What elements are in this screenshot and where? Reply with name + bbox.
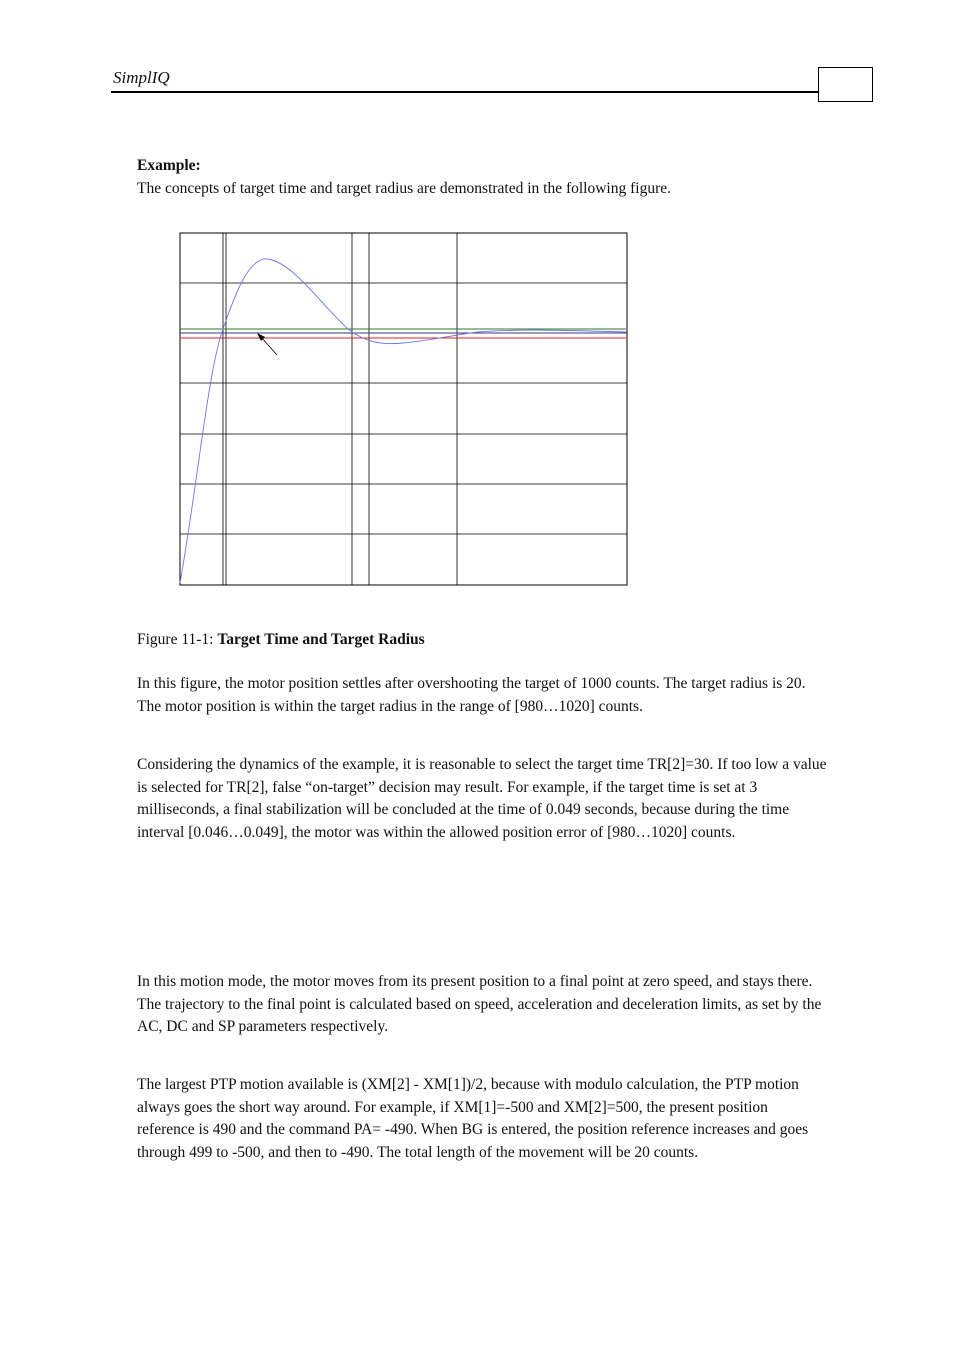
figure-caption-title: Target Time and Target Radius: [217, 631, 425, 648]
header-rule: [111, 91, 819, 93]
example-heading: Example:: [137, 157, 201, 174]
figure-caption: [137, 629, 827, 652]
example-intro: The concepts of target time and target radius are demonstrated in the following figure.: [137, 179, 672, 197]
paragraph-motion-mode: In this motion mode, the motor moves from its present position to a final point at zero speed, and stays there. The trajectory to the final point is calculated based on speed, acceleration and deceleration limits, as set by the AC, DC and SP parameters respectively.: [137, 973, 822, 1035]
grid-lines: [180, 233, 627, 585]
running-header-title: SimplIQ: [113, 68, 170, 87]
target-figure-chart: [178, 231, 630, 588]
figure-caption-prefix: Figure 11-1:: [137, 631, 218, 648]
example-block: [137, 155, 827, 200]
paragraph-dynamics: Considering the dynamics of the example, it is reasonable to select the target time TR[2]=30. If too low a value is selected for TR[2], false “on-target” decision may result. For example, if the target time is set at 3 milliseconds, a final stabilization will be concluded at the time of 0.049 seconds, because during the time interval [0.046…0.049], the motor was within the allowed position error of [980…1020] counts.: [137, 756, 827, 841]
paragraph-target: In this figure, the motor position settles after overshooting the target of 1000 counts. The target radius is 20. The motor position is within the target radius in the range of [980…1020] counts.: [137, 675, 806, 715]
paragraph-ptp-motion: The largest PTP motion available is (XM[2] - XM[1])/2, because with modulo calculation, the PTP motion always goes the short way around. For example, if XM[1]=-500 and XM[2]=500, the present position reference is 490 and the command PA= -490. When BG is entered, the position reference increases and goes through 499 to -500, and then to -490. The total length of the movement will be 20 counts.: [137, 1076, 809, 1161]
annotation-arrow: [257, 333, 277, 355]
page-number-box: [818, 67, 873, 102]
plot-frame: [180, 233, 627, 585]
